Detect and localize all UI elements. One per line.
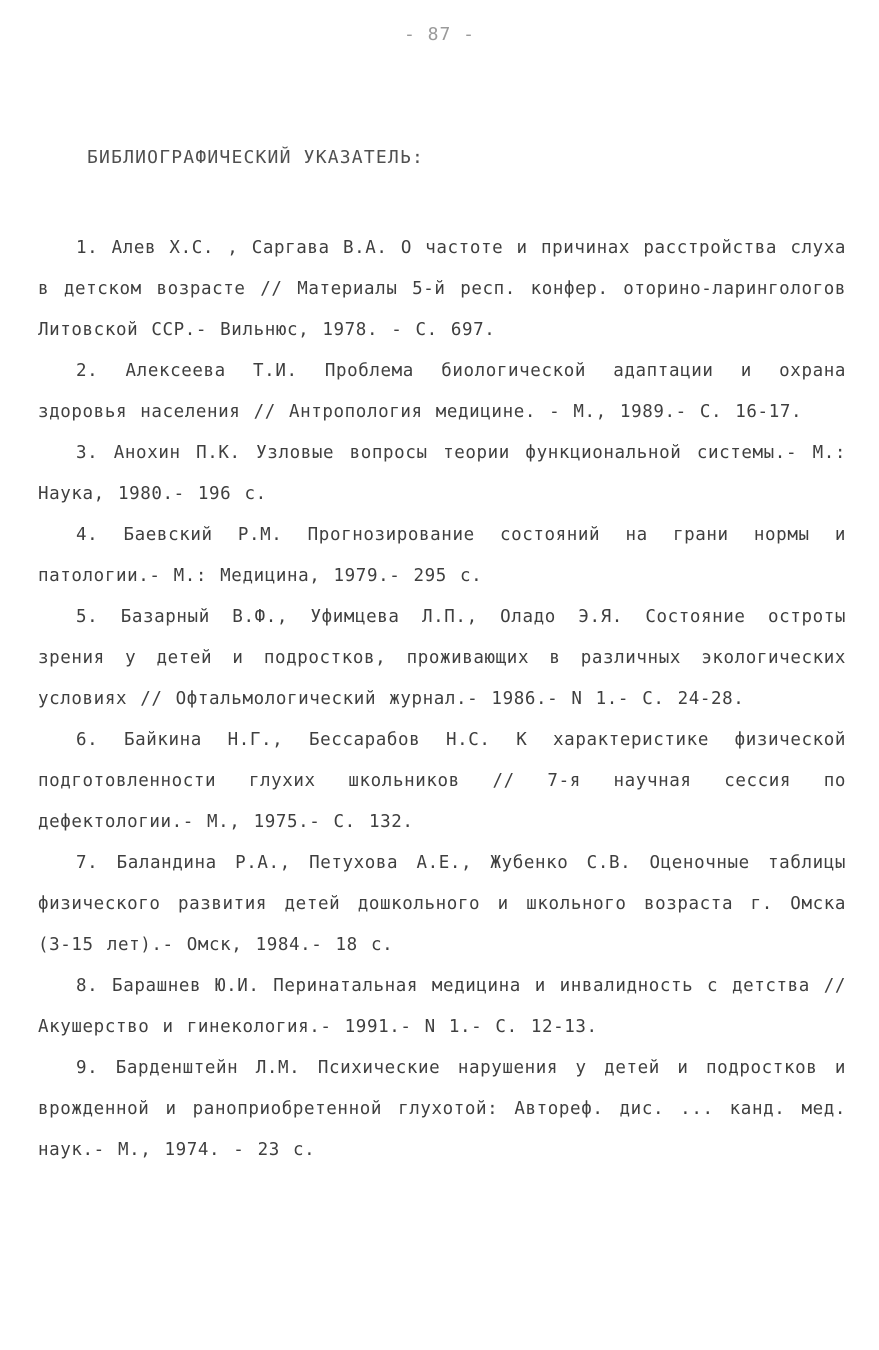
page-number: - 87 -: [403, 24, 476, 45]
bibliography-entry: 4. Баевский Р.М. Прогнозирование состояний на грани нормы и патологии.- М.: Медицина, 1979.- 295 с.: [38, 525, 846, 586]
bibliography-heading: БИБЛИОГРАФИЧЕСКИЙ УКАЗАТЕЛЬ:: [87, 147, 425, 168]
bibliography-entry: 5. Базарный В.Ф., Уфимцева Л.П., Оладо Э.Я. Состояние остроты зрения у детей и подростков, проживающих в различных экологических условиях // Офтальмологический журнал.- 1986.- N 1.- С. 24-28.: [38, 607, 846, 709]
bibliography-entry: 9. Барденштейн Л.М. Психические нарушения у детей и подростков и врожденной и раноприобретенной глухотой: Автореф. дис. ... канд. мед. наук.- М., 1974. - 23 с.: [38, 1058, 846, 1160]
bibliography-entry: 7. Баландина Р.А., Петухова А.Е., Жубенко С.В. Оценочные таблицы физического развития детей дошкольного и школьного возраста г. Омска (3-15 лет).- Омск, 1984.- 18 с.: [38, 853, 846, 955]
bibliography-entry: 1. Алев Х.С. , Саргава В.А. О частоте и причинах расстройства слуха в детском возрасте // Материалы 5-й респ. конфер. оторино-ларингологов Литовской ССР.- Вильнюс, 1978. - С. 697.: [38, 238, 846, 340]
bibliography-entry: 8. Барашнев Ю.И. Перинатальная медицина и инвалидность с детства // Акушерство и гинекология.- 1991.- N 1.- С. 12-13.: [38, 976, 846, 1037]
bibliography-entry: 6. Байкина Н.Г., Бессарабов Н.С. К характеристике физической подготовленности глухих школьников // 7-я научная сессия по дефектологии.- М., 1975.- С. 132.: [38, 730, 846, 832]
bibliography-entry: 3. Анохин П.К. Узловые вопросы теории функциональной системы.- М.: Наука, 1980.- 196 с.: [38, 443, 846, 504]
bibliography-list: [38, 228, 846, 1171]
bibliography-entry: 2. Алексеева Т.И. Проблема биологической адаптации и охрана здоровья населения // Антропология медицине. - М., 1989.- С. 16-17.: [38, 361, 846, 422]
